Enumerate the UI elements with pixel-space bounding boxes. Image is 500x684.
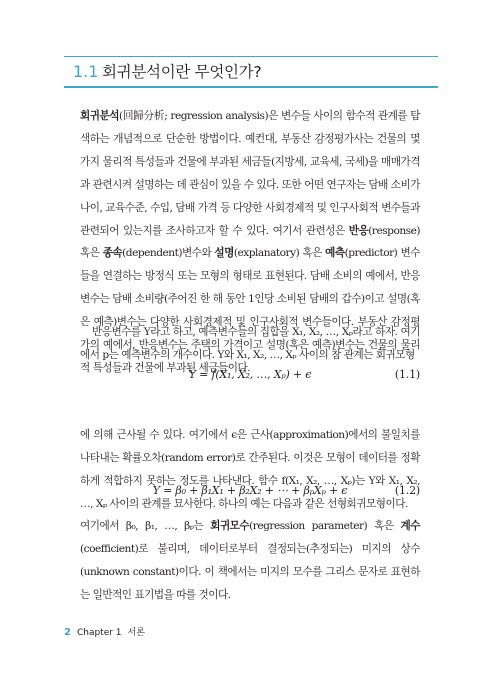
term-regression-analysis: 회귀분석 [80, 110, 119, 122]
term-coefficient: 계수 [400, 520, 420, 532]
section-title: 회귀분석이란 무엇인가? [102, 63, 262, 81]
paragraph-3: 에 의해 근사될 수 있다. 여기에서 ϵ은 근사(approximation)에서의 불일치를 나타내는 확률오차(random error)로 간주된다. 이것은 모형이 데이터를 정확하게 적합하지 못하는 정도를 나타낸다. 함수 f(X₁, X₂, …, Xₚ)는 Y와 X₁, X₂, …, Xₚ 사이의 관계를 묘사한다. 하나의 예는 다음과 같은 선형회귀모형이다. [80, 429, 420, 510]
term-dependent: 종속 [102, 247, 123, 260]
page-number: 2 [64, 627, 71, 638]
section-heading [64, 56, 438, 86]
equation-number: (1.1) [394, 368, 420, 381]
chapter-title: 서론 [127, 628, 145, 638]
paragraph-2: 반응변수를 Y라고 하고, 예측변수들의 집합을 X₁, X₂, …, Xₚ라고 하자. 여기에서 p는 예측변수의 개수이다. Y와 X₁, X₂, …, Xₚ 사이의 참 관계는 회귀모형 [80, 326, 420, 361]
paragraph-4: 여기에서 β₀, β₁, …, βₚ는 회귀모수(regression parameter) 혹은 계수(coefficient)로 불리며, 데이터로부터 결정되는(추정되는) 미지의 상수(unknown constant)이다. 이 책에서는 미지의 모수를 그리스 문자로 표현하는 일반적인 표기법을 따를 것이다. [80, 520, 420, 601]
term-regression-parameter: 회귀모수 [210, 520, 250, 532]
equation-formula: Y = β₀ + β₁X₁ + β₂X₂ + ⋯ + βₚXₚ + ϵ [152, 484, 348, 497]
section-number: 1.1 [73, 61, 99, 81]
equation-1-2 [80, 484, 420, 504]
term-response: 반응 [348, 224, 369, 237]
heading-bottom-rule [64, 86, 438, 88]
term-predictor: 예측 [325, 247, 345, 260]
equation-formula: Y = f(X₁, X₂, …, Xₚ) + ϵ [188, 368, 312, 381]
chapter-label: Chapter 1 [76, 628, 122, 638]
equation-1-1 [80, 368, 420, 388]
paragraph-1: 회귀분석(回歸分析; regression analysis)은 변수들 사이의 함수적 관계를 탐색하는 개념적으로 단순한 방법이다. 예컨대, 부동산 감정평가사는 건물의 몇 가지 물리적 특성들과 건물에 부과된 세금들(지방세, 교육세, 국세)을 매매가격과 관련시켜 설명하는 데 관심이 있을 수 있다. 또한 어떤 연구자는 담배 소비가 나이, 교육수준, 수입, 담배 가격 등 다양한 사회경제적 및 인구사회적 변수들과 관련되어 있는지를 조사하고자 할 수 있다. 여기서 관련성은 반응(response) 혹은 종속(dependent)변수와 설명(explanatory) 혹은 예측(predictor) 변수들을 연결하는 방정식 또는 모형의 형태로 표현된다. 담배 소비의 예에서, 반응변수는 담배 소비량(주어진 한 해 동안 1인당 소비된 담배의 갑수)이고 설명(혹은 예측)변수는 다양한 사회경제적 및 인구사회적 변수들이다. 부동산 감정평가의 예에서, 반응변수는 주택의 가격이고 설명(혹은 예측)변수는 건물의 물리적 특성들과 건물에 부과된 세금들이다. [80, 110, 420, 374]
term-explanatory: 설명 [214, 247, 234, 260]
page-footer [64, 625, 145, 639]
equation-number: (1.2) [394, 484, 420, 497]
